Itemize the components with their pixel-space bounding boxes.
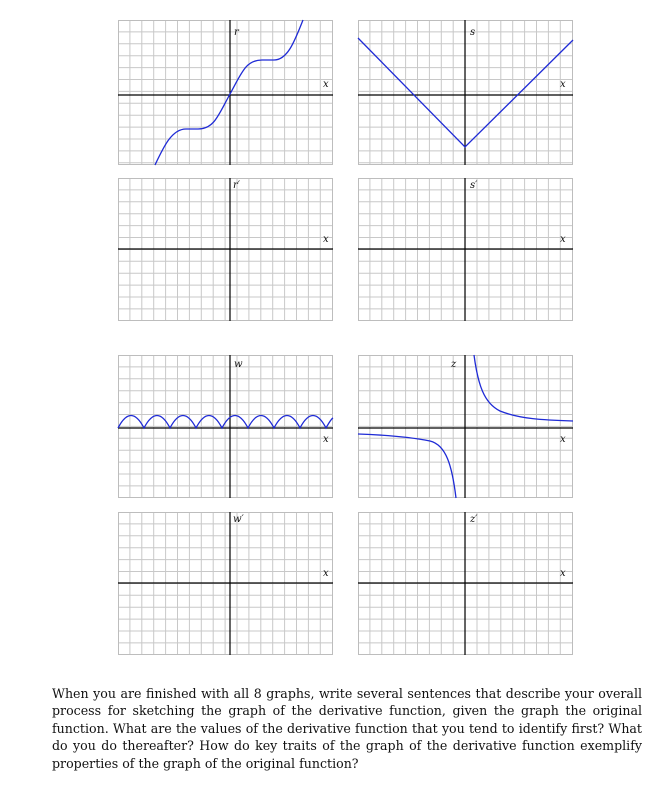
graph-s-prime [358, 178, 573, 328]
x-axis-label: x [323, 568, 329, 579]
x-axis-label: x [560, 568, 566, 579]
graph-z [358, 355, 573, 505]
x-axis-label: x [323, 79, 329, 90]
grid [118, 20, 333, 165]
x-axis-label: x [560, 434, 566, 445]
y-axis-label: z′ [470, 514, 478, 525]
graph-w-prime [118, 512, 333, 662]
y-axis-label: s [470, 27, 476, 38]
graph-z-prime-plot [358, 512, 573, 662]
y-axis-label: w [234, 359, 243, 370]
x-axis-label: x [323, 434, 329, 445]
y-axis-label: w′ [233, 514, 244, 525]
y-axis-label: r′ [233, 180, 241, 191]
x-axis-label: x [560, 79, 566, 90]
graph-w-prime-plot [118, 512, 333, 662]
reflection-prompt: When you are finished with all 8 graphs, write several sentences that describe your overall process for sketching the graph of the derivative function, given the graph the original function. What are the values of the derivative function that you tend to identify first? What do you do thereafter? How do key traits of the graph of the derivative function exemplify properties of the graph of the original function? [52, 686, 642, 771]
graph-s-plot [358, 20, 573, 170]
graph-w [118, 355, 333, 505]
graph-z-plot [358, 355, 573, 505]
x-axis-label: x [560, 234, 566, 245]
y-axis-label: r [234, 27, 239, 38]
graph-r-prime-plot [118, 178, 333, 328]
y-axis-label: z [451, 359, 457, 370]
graph-s [358, 20, 573, 170]
graph-w-plot [118, 355, 333, 505]
graph-s-prime-plot [358, 178, 573, 328]
x-axis-label: x [323, 234, 329, 245]
graph-r [118, 20, 333, 170]
graph-r-prime [118, 178, 333, 328]
graph-r-plot [118, 20, 333, 170]
y-axis-label: s′ [470, 180, 478, 191]
graph-z-prime [358, 512, 573, 662]
